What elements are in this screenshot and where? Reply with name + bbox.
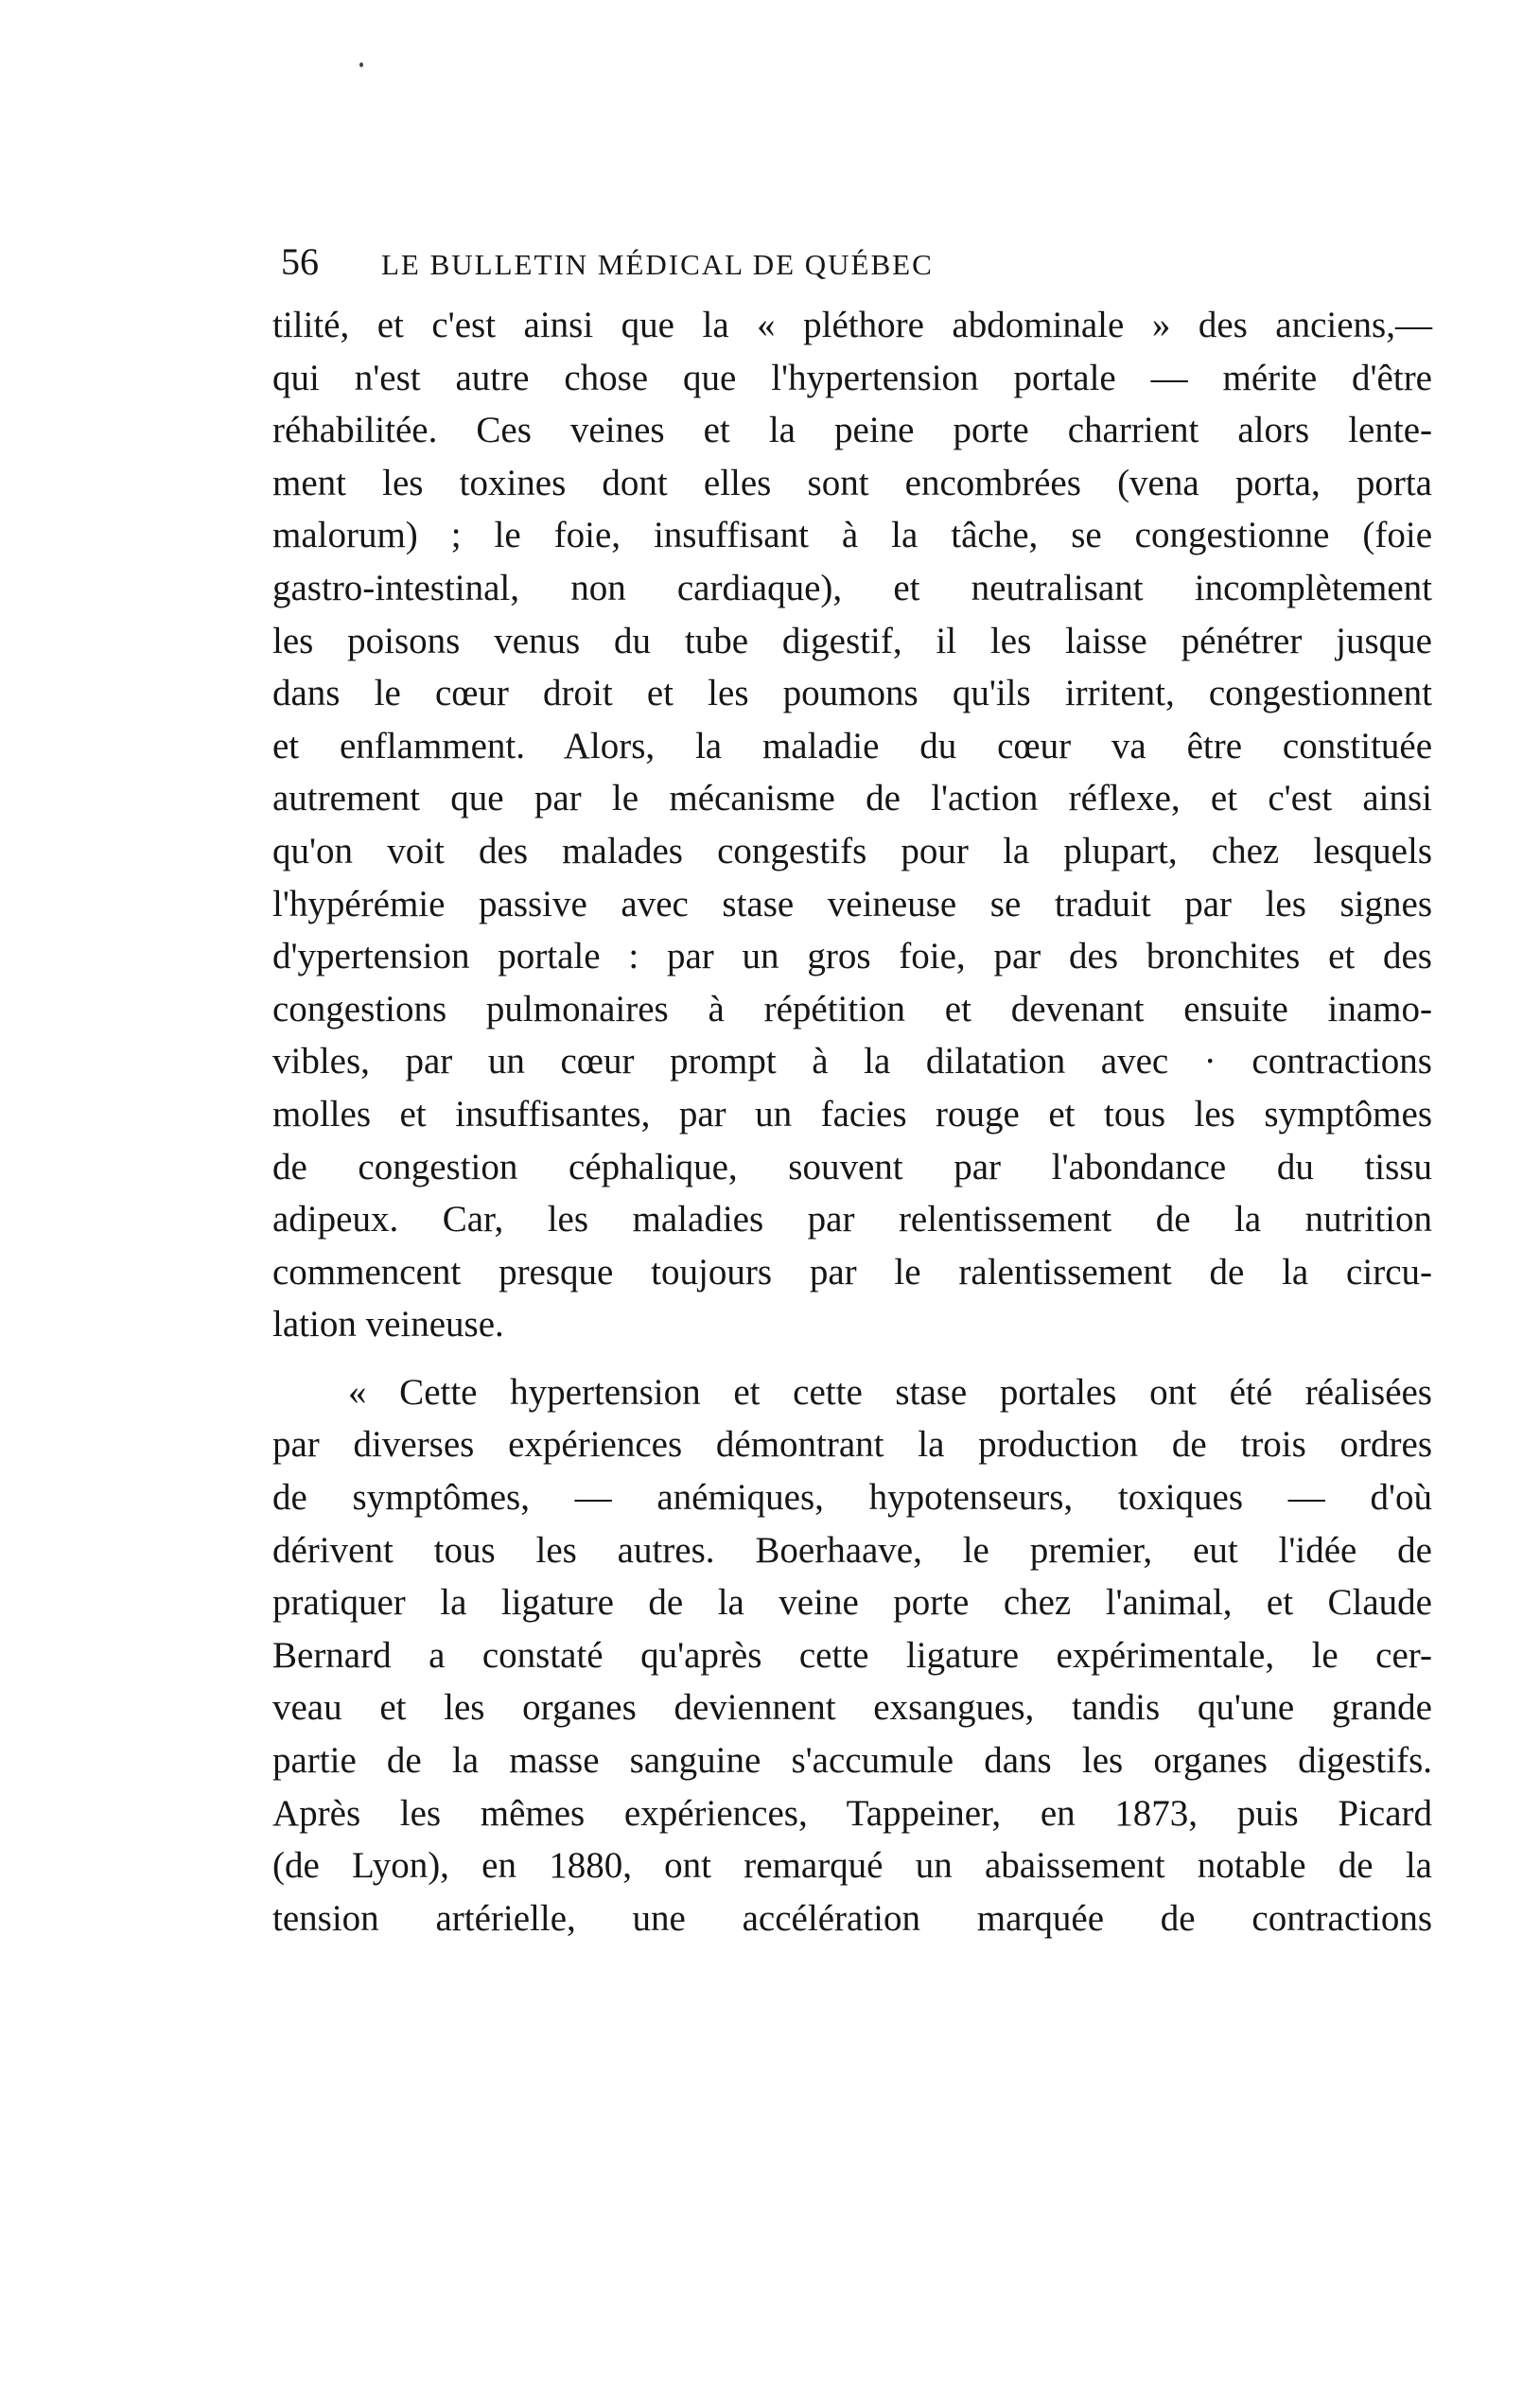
text-line: d'ypertension portale : par un gros foie, par des bronchites et des [272,936,1432,977]
text-line: « Cette hypertension et cette stase portales ont été réalisées [348,1371,1432,1413]
text-line: lation veineuse. [272,1304,504,1346]
text-line: et enflamment. Alors, la maladie du cœur va être constituée [272,725,1432,766]
text-line: commencent presque toujours par le ralentissement de la circu- [272,1251,1432,1293]
body-text [272,299,1432,1944]
page-number: 56 [281,240,319,283]
text-line: partie de la masse sanguine s'accumule dans les organes digestifs. [272,1740,1432,1782]
text-line: de congestion céphalique, souvent par l'abondance du tissu [272,1146,1432,1187]
text-line: qu'on voit des malades congestifs pour la plupart, chez lesquels [272,830,1432,871]
text-line: congestions pulmonaires à répétition et devenant ensuite inamo- [272,988,1432,1029]
text-line: dérivent tous les autres. Boerhaave, le premier, eut l'idée de [272,1529,1432,1571]
text-line: par diverses expériences démontrant la production de trois ordres [272,1424,1432,1466]
text-line: vibles, par un cœur prompt à la dilatation avec · contractions [272,1041,1432,1082]
text-line: pratiquer la ligature de la veine porte chez l'animal, et Claude [272,1582,1432,1624]
text-line: dans le cœur droit et les poumons qu'ils irritent, congestionnent [272,673,1432,714]
text-line: molles et insuffisantes, par un facies rouge et tous les symptômes [272,1093,1432,1134]
running-title: LE BULLETIN MÉDICAL DE QUÉBEC [381,248,934,281]
text-line: qui n'est autre chose que l'hypertension portale — mérite d'être [272,357,1432,398]
text-line: (de Lyon), en 1880, ont remarqué un abaissement notable de la [272,1845,1432,1887]
running-header [281,238,1227,295]
text-line: de symptômes, — anémiques, hypotenseurs, toxiques — d'où [272,1477,1432,1519]
text-line: Après les mêmes expériences, Tappeiner, en 1873, puis Picard [272,1792,1432,1834]
text-line: autrement que par le mécanisme de l'action réflexe, et c'est ainsi [272,778,1432,819]
text-line: veau et les organes deviennent exsangues, tandis qu'une grande [272,1687,1432,1729]
text-line: tension artérielle, une accélération marquée de contractions [272,1897,1432,1939]
text-line: réhabilitée. Ces veines et la peine porte charrient alors lente- [272,410,1432,451]
text-line: malorum) ; le foie, insuffisant à la tâche, se congestionne (foie [272,515,1432,556]
text-line: les poisons venus du tube digestif, il les laisse pénétrer jusque [272,620,1432,661]
text-line: ment les toxines dont elles sont encombrées (vena porta, porta [272,462,1432,503]
text-line: l'hypérémie passive avec stase veineuse se traduit par les signes [272,883,1432,924]
text-line: Bernard a constaté qu'après cette ligature expérimentale, le cer- [272,1634,1432,1676]
stray-ink-mark [359,62,363,67]
text-line: tilité, et c'est ainsi que la « pléthore abdominale » des anciens,— [272,305,1432,345]
paragraph [272,1366,1432,1945]
text-line: gastro-intestinal, non cardiaque), et neutralisant incomplètement [272,567,1432,608]
text-line: adipeux. Car, les maladies par relentissement de la nutrition [272,1199,1432,1240]
paragraph [272,299,1432,1351]
